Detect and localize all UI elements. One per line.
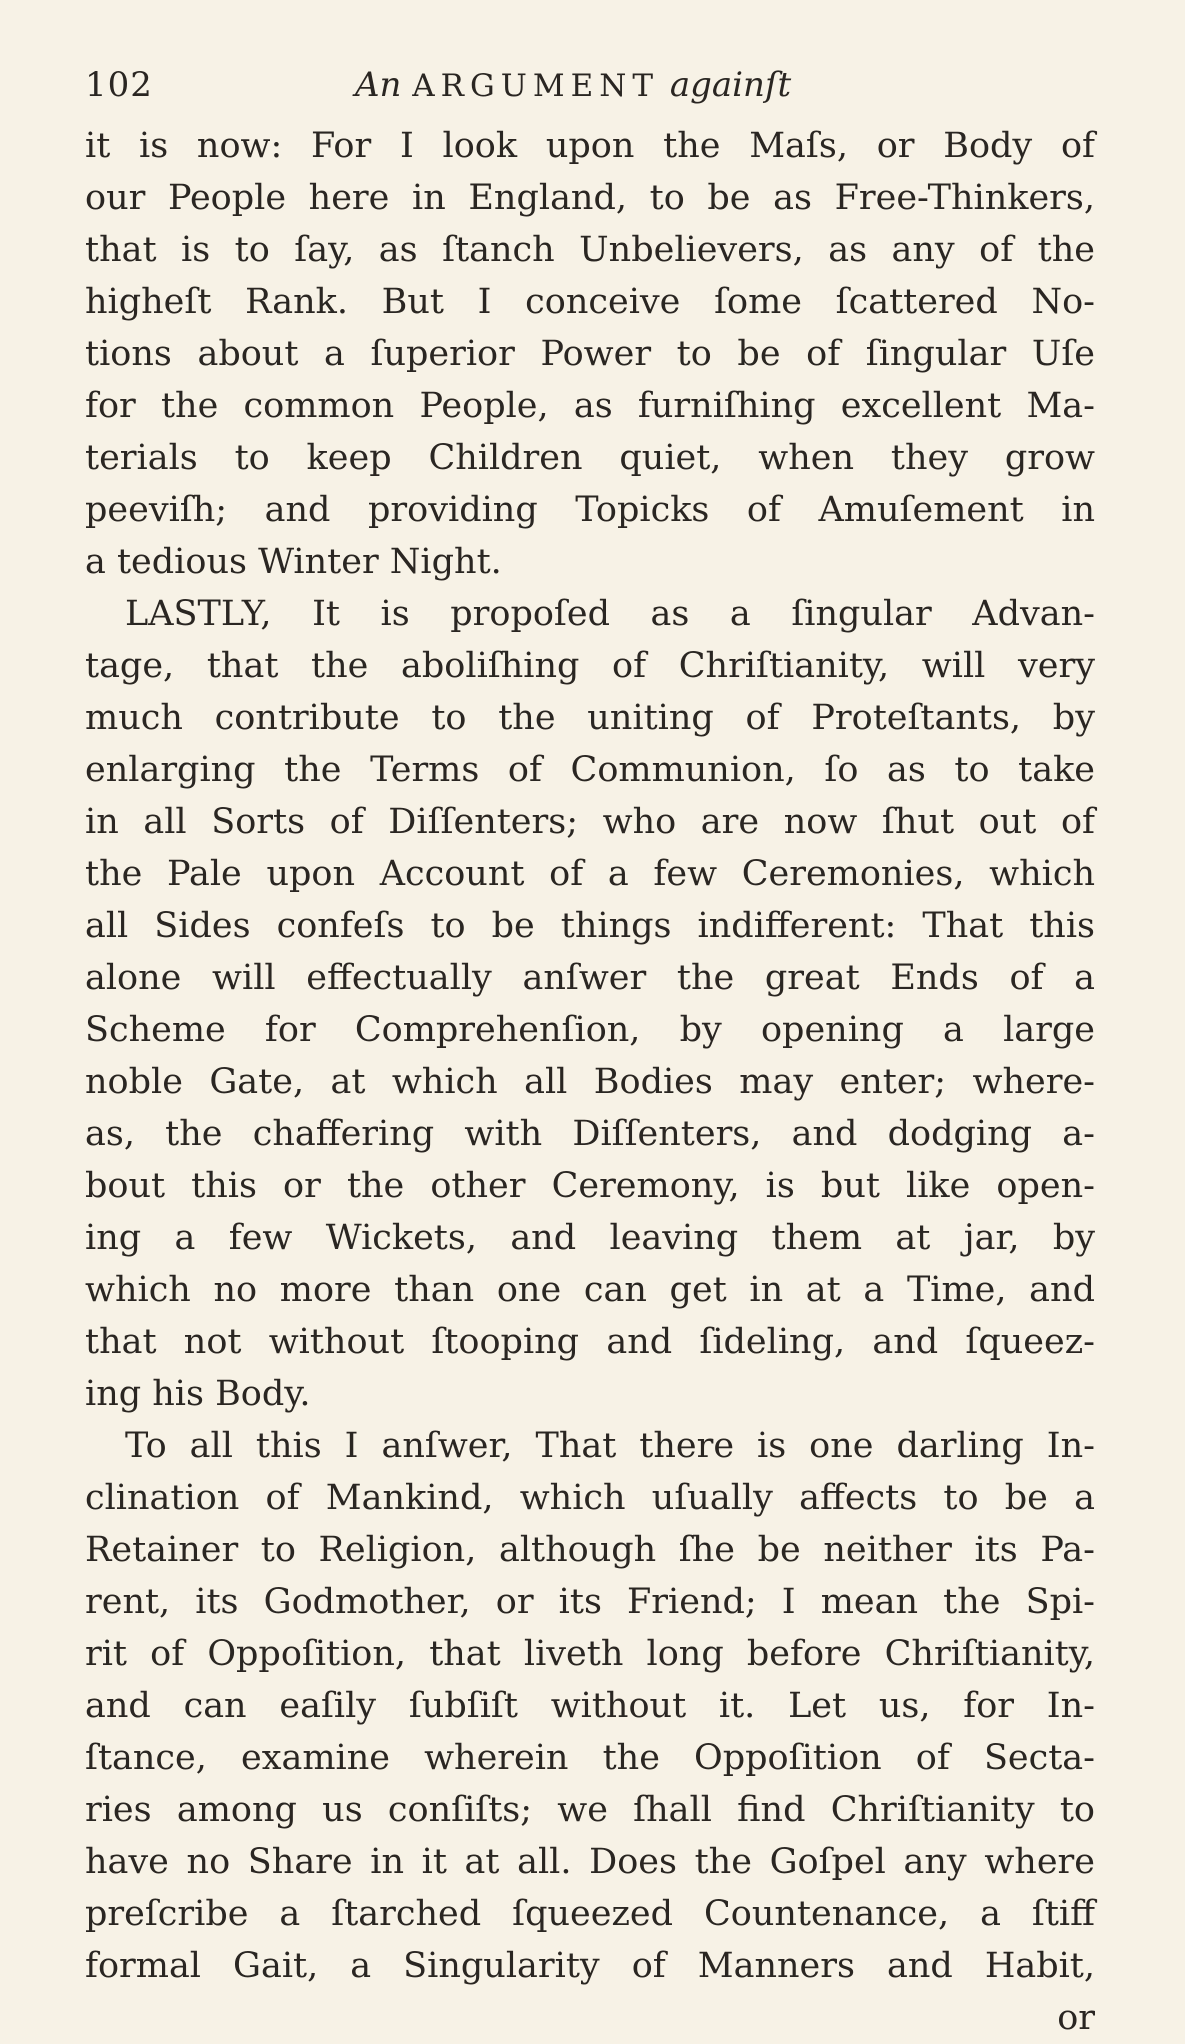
text-line: formal Gait, a Singularity of Manners and Habit, xyxy=(85,1946,1095,1986)
text-line: our People here in England, to be as Free-Thinkers, xyxy=(85,178,1095,218)
text-line: it is now: For I look upon the Maſs, or Body of xyxy=(85,126,1095,166)
text-line: peeviſh; and providing Topicks of Amuſement in xyxy=(85,490,1095,530)
text-line: tage, that the aboliſhing of Chriſtianity, will very xyxy=(85,646,1095,686)
text-line: tions about a ſuperior Power to be of ſingular Uſe xyxy=(85,334,1095,374)
text-line: enlarging the Terms of Communion, ſo as to take xyxy=(85,750,1095,790)
paragraph-start-line: To all this I anſwer, That there is one darling In- xyxy=(125,1426,1095,1466)
text-line: Scheme for Comprehenſion, by opening a large xyxy=(85,1010,1095,1050)
text-line: Retainer to Religion, although ſhe be neither its Pa- xyxy=(85,1530,1095,1570)
text-line: which no more than one can get in at a Time, and xyxy=(85,1270,1095,1310)
text-line: ing a few Wickets, and leaving them at jar, by xyxy=(85,1218,1095,1258)
text-line: much contribute to the uniting of Proteſtants, by xyxy=(85,698,1095,738)
text-line: a tedious Winter Night. xyxy=(85,542,502,582)
running-title-italic-1: An xyxy=(355,65,402,105)
text-line: the Pale upon Account of a few Ceremonies, which xyxy=(85,854,1095,894)
running-title-italic-2: againſt xyxy=(669,65,792,105)
catchword: or xyxy=(1057,1998,1095,2038)
paragraph-start-line: LASTLY, It is propoſed as a ſingular Advan- xyxy=(125,594,1095,634)
text-line: ſtance, examine wherein the Oppoſition of Secta- xyxy=(85,1738,1095,1778)
text-line: that not without ſtooping and ſideling, and ſqueez- xyxy=(85,1322,1095,1362)
body-text xyxy=(85,120,1095,2044)
text-line: that is to ſay, as ſtanch Unbelievers, as any of the xyxy=(85,230,1095,270)
running-head xyxy=(85,60,1115,110)
text-line: rent, its Godmother, or its Friend; I mean the Spi- xyxy=(85,1582,1095,1622)
text-line: have no Share in it at all. Does the Goſpel any where xyxy=(85,1842,1095,1882)
text-line: all Sides confeſs to be things indifferent: That this xyxy=(85,906,1095,946)
page-number: 102 xyxy=(85,65,153,105)
text-line: ing his Body. xyxy=(85,1374,311,1414)
text-line: and can eaſily ſubſiſt without it. Let us, for In- xyxy=(85,1686,1095,1726)
running-title-caps: ARGUMENT xyxy=(412,68,660,104)
text-line: higheſt Rank. But I conceive ſome ſcattered No- xyxy=(85,282,1095,322)
text-line: for the common People, as furniſhing excellent Ma- xyxy=(85,386,1095,426)
text-line: clination of Mankind, which uſually affects to be a xyxy=(85,1478,1095,1518)
text-line: alone will effectually anſwer the great Ends of a xyxy=(85,958,1095,998)
text-line: bout this or the other Ceremony, is but like open- xyxy=(85,1166,1095,1206)
text-line: rit of Oppoſition, that liveth long before Chriſtianity, xyxy=(85,1634,1095,1674)
text-line: in all Sorts of Diſſenters; who are now ſhut out of xyxy=(85,802,1095,842)
text-line: noble Gate, at which all Bodies may enter; where- xyxy=(85,1062,1095,1102)
running-title xyxy=(355,60,791,111)
text-line: ries among us conſiſts; we ſhall find Chriſtianity to xyxy=(85,1790,1095,1830)
text-line: as, the chaffering with Diſſenters, and dodging a- xyxy=(85,1114,1095,1154)
text-line: preſcribe a ſtarched ſqueezed Countenance, a ſtiff xyxy=(85,1894,1095,1934)
text-line: terials to keep Children quiet, when they grow xyxy=(85,438,1095,478)
